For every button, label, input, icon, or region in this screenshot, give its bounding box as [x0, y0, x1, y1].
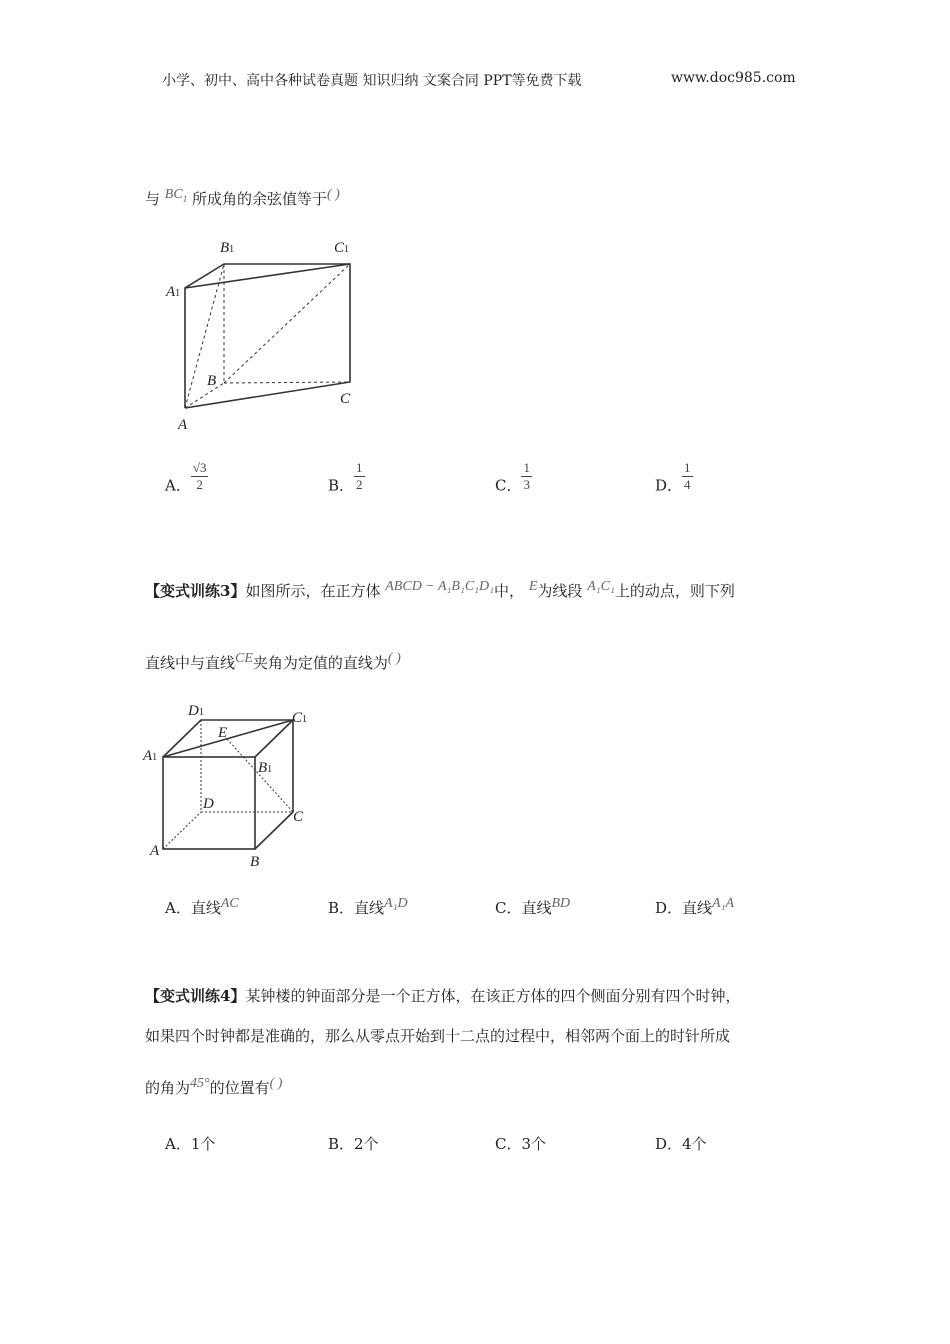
option-d[interactable]: D．4个	[655, 1135, 707, 1153]
label-A: A	[150, 843, 160, 859]
option-b[interactable]: B．直线A₁D	[328, 896, 408, 917]
label-C1: C1	[292, 710, 308, 726]
q3-line2: 直线中与直线CE夹角为定值的直线为( )	[145, 651, 401, 672]
label-D1: D1	[188, 703, 204, 719]
header-text: 小学、初中、高中各种试卷真题 知识归纳 文案合同 PPT等免费下载	[162, 73, 582, 89]
label-A: A	[178, 417, 188, 433]
label-C: C	[340, 391, 351, 407]
q4-line1: 【变式训练4】某钟楼的钟面部分是一个正方体，在该正方体的四个侧面分别有四个时钟，	[145, 987, 741, 1005]
q4-line3: 的角为45°的位置有( )	[145, 1076, 283, 1097]
option-d[interactable]: D． $\frac{1}{4}$	[655, 460, 691, 495]
label-B: B	[250, 854, 260, 870]
q3-line1: 【变式训练3】如图所示，在正方体 ABCD − A₁B₁C₁D₁中， E为线段 A₁C₁上的动点，则下列	[145, 579, 735, 600]
option-c[interactable]: C． $\frac{1}{3}$	[495, 460, 530, 495]
header-url[interactable]: www.doc985.com	[671, 70, 796, 86]
label-B1: B1	[258, 760, 273, 776]
option-a[interactable]: A． $\frac{√3}{2}$	[165, 460, 207, 495]
label-C: C	[293, 809, 304, 825]
option-d[interactable]: D．直线A₁A	[655, 896, 735, 917]
label-A1: A1	[166, 284, 181, 300]
label-B: B	[207, 373, 217, 389]
label-D: D	[203, 796, 214, 812]
option-a[interactable]: A．直线AC	[165, 896, 239, 917]
q2-stem: 与 $BC_1$ 所成角的余弦值等于( )	[145, 187, 340, 208]
option-a[interactable]: A．1个	[165, 1135, 216, 1153]
option-c[interactable]: C．直线BD	[495, 896, 571, 917]
label-B1: B1	[220, 240, 235, 256]
label-C1: C1	[334, 240, 350, 256]
q4-line2: 如果四个时钟都是准确的，那么从零点开始到十二点的过程中，相邻两个面上的时针所成	[145, 1027, 731, 1045]
label-A1: A1	[143, 748, 158, 764]
label-E: E	[218, 725, 228, 741]
option-c[interactable]: C．3个	[495, 1135, 547, 1153]
option-b[interactable]: B．2个	[328, 1135, 379, 1153]
option-b[interactable]: B． $\frac{1}{2}$	[328, 460, 363, 495]
